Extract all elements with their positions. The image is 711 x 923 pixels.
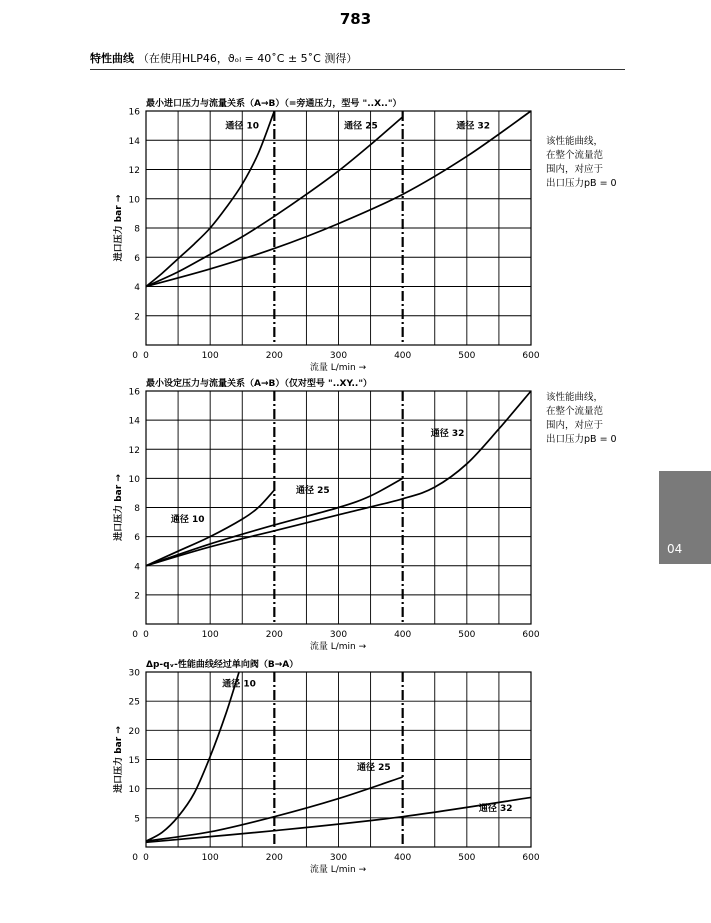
chart1-x-tick: 600	[522, 351, 540, 361]
chart1-title: 最小进口压力与流量关系（A→B）（=旁通压力，型号 "..X.."）	[146, 99, 402, 109]
chart2-x-tick: 600	[522, 630, 540, 640]
chart1-y-tick: 8	[134, 224, 140, 235]
chart2-x-tick: 300	[329, 630, 348, 640]
chart1-x-tick: 500	[458, 351, 476, 361]
chart2-y-tick: 16	[128, 387, 140, 398]
chart1-y-tick: 2	[134, 312, 140, 323]
chart2-series-label-2: 通径 25	[295, 485, 330, 496]
chart2-note-line-3: 围内，对应于	[546, 420, 604, 431]
chart2-x-tick: 500	[458, 630, 476, 640]
chart1-x-tick: 300	[329, 351, 348, 361]
chart2-note-line-1: 该性能曲线，	[546, 392, 604, 403]
chart3-y-tick: 10	[128, 785, 140, 796]
chart3-x-tick: 500	[458, 853, 476, 863]
chart2-y-tick: 14	[128, 416, 140, 427]
chart1-note-line-1: 该性能曲线，	[546, 136, 604, 147]
chart1-y-axis-label: 进口压力 bar →	[114, 194, 124, 262]
chart1-series-label-2: 通径 25	[344, 121, 378, 132]
chart1-x-tick: 200	[265, 351, 283, 361]
chart1-note-line-2: 在整个流量范	[546, 150, 604, 161]
chart3-x-tick: 100	[201, 853, 219, 863]
section-heading-conditions: （在使用HLP46，ϑₒₗ = 40˚C ± 5˚C 测得）	[137, 52, 358, 65]
chart3-y-tick: 15	[128, 756, 140, 766]
section-heading-title: 特性曲线	[90, 52, 134, 65]
chart1-x-axis-label: 流量 L/min →	[309, 363, 367, 373]
chart3-x-tick: 200	[265, 853, 283, 863]
chart1-y-tick: 12	[128, 166, 140, 176]
chart3-x-axis-label: 流量 L/min →	[309, 865, 367, 875]
chart3-series-label-2: 通径 25	[356, 763, 391, 773]
chart2-y-tick: 2	[134, 591, 140, 602]
chart1-y-tick: 10	[128, 195, 140, 206]
chart2-y-axis-label: 进口压力 bar →	[114, 474, 124, 541]
chart1-y-tick: 14	[128, 136, 140, 147]
chart3-y-tick: 25	[128, 697, 140, 708]
chart2-y-tick: 12	[128, 445, 140, 456]
chart1-y-tick-zero: 0	[132, 351, 138, 361]
chart2-x-axis-label: 流量 L/min →	[309, 642, 367, 652]
chart3-series-1-line	[146, 672, 239, 841]
chart2-y-tick: 6	[134, 533, 140, 544]
page-number: 783	[339, 10, 372, 28]
chart1-series-label-3: 通径 32	[456, 121, 491, 132]
chart3-x-tick: 600	[522, 853, 540, 863]
chart1-y-tick: 16	[128, 107, 140, 118]
chart1-y-tick: 4	[134, 283, 140, 293]
chart2-series-label-3: 通径 32	[430, 429, 465, 440]
chart3-y-tick: 5	[134, 814, 140, 825]
chart2-y-tick: 8	[134, 504, 140, 514]
chart1-note-line-3: 围内，对应于	[546, 164, 604, 175]
chart3-series-label-1: 通径 10	[222, 679, 256, 690]
chart3-title: Δp-qᵥ-性能曲线经过单向阀（B→A）	[146, 660, 299, 670]
chart2-x-tick: 0	[143, 630, 149, 640]
chapter-tab-label: 04	[667, 542, 683, 556]
chart2-note-line-2: 在整个流量范	[546, 406, 604, 417]
chart2-x-tick: 400	[394, 630, 412, 640]
chart2-y-tick: 4	[134, 562, 140, 573]
chart1-y-tick: 6	[134, 253, 140, 264]
chart2-series-label-1: 通径 10	[170, 515, 205, 526]
chart1-note-line-4: 出口压力pB = 0	[546, 178, 617, 189]
chart3-series-label-3: 通径 32	[478, 803, 513, 814]
chart2-y-tick: 10	[128, 474, 140, 485]
chart3-y-tick-zero: 0	[132, 853, 138, 863]
chart3-x-tick: 400	[394, 853, 412, 863]
chart1-x-tick: 100	[201, 351, 219, 361]
chart2-title: 最小设定压力与流量关系（A→B）（仅对型号 "..XY.."）	[146, 379, 373, 389]
chart2-x-tick: 200	[265, 630, 283, 640]
chart2-note-line-4: 出口压力pB = 0	[546, 434, 617, 445]
chart3-x-tick: 0	[143, 853, 149, 863]
chart1-series-label-1: 通径 10	[225, 121, 260, 132]
chart3-y-tick: 20	[128, 726, 140, 737]
chart1-x-tick: 0	[143, 351, 149, 361]
chart3-y-axis-label: 进口压力 bar →	[114, 726, 124, 793]
chart2-y-tick-zero: 0	[132, 630, 138, 640]
chart1-x-tick: 400	[394, 351, 412, 361]
chart3-x-tick: 300	[329, 853, 348, 863]
chart3-y-tick: 30	[128, 668, 140, 679]
chart2-x-tick: 100	[201, 630, 219, 640]
